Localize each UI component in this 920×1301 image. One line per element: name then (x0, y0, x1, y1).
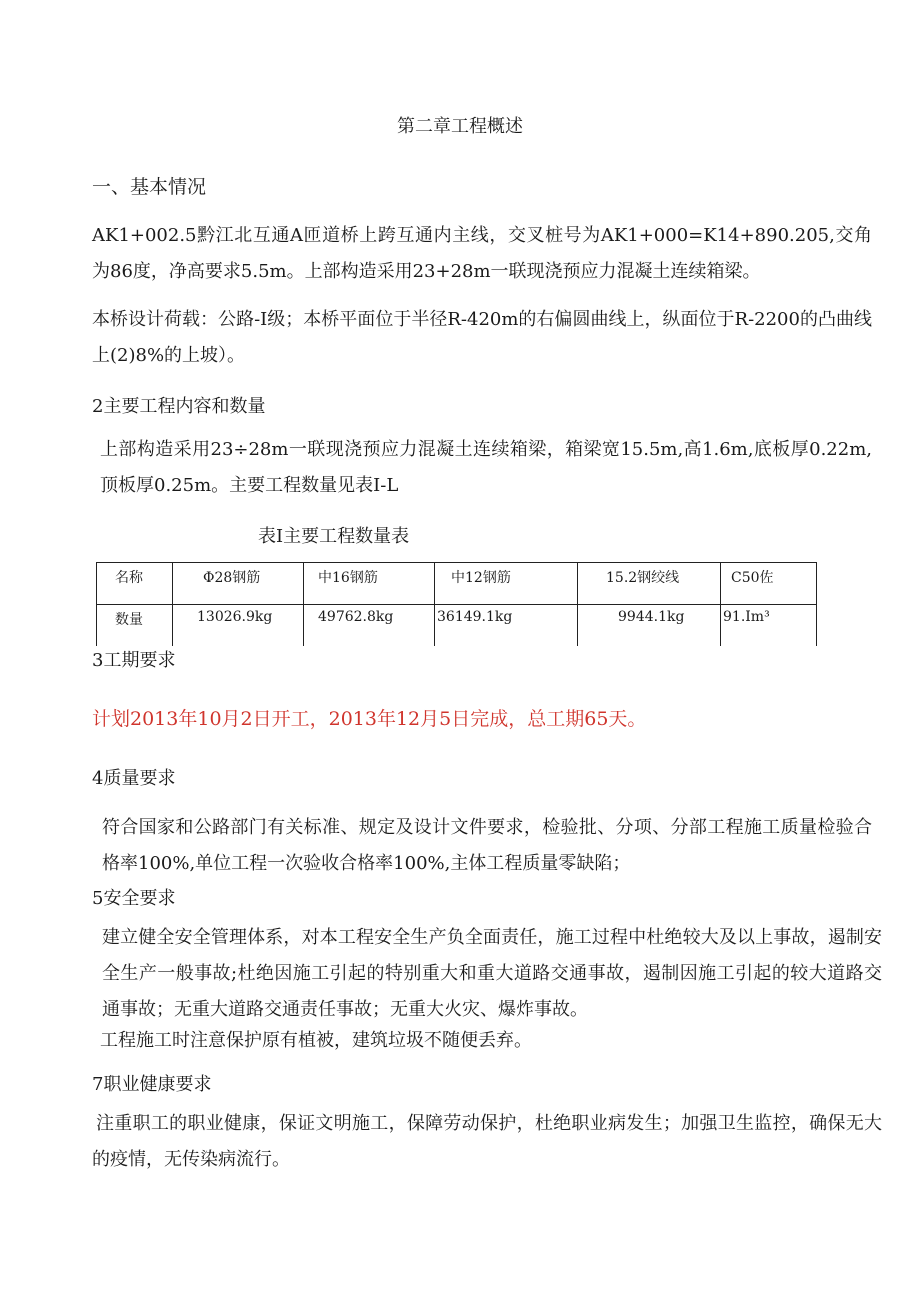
table-cell: 中12钢筋 (435, 563, 578, 605)
safety-paragraph-1: 建立健全安全管理体系，对本工程安全生产负全面责任，施工过程中杜绝较大及以上事故，遏制安全生产一般事故;杜绝因施工引起的特别重大和重大道路交通事故，遏制因施工引起的较大道路交通事故；无重大道路交通责任事故；无重大火灾、爆炸事故。 (102, 927, 882, 1020)
health-paragraph: 注重职工的职业健康，保证文明施工，保障劳动保护，杜绝职业病发生；加强卫生监控，确保无大的疫情，无传染病流行。 (92, 1113, 882, 1170)
table-cell: C50佐 (721, 563, 817, 605)
table-cell: 15.2钢绞线 (578, 563, 721, 605)
section-heading-basic-info: 一、基本情况 (92, 176, 207, 198)
chapter-title: 第二章工程概述 (397, 116, 523, 137)
quality-paragraph: 符合国家和公路部门有关标准、规定及设计文件要求，检验批、分项、分部工程施工质量检验合格率100%,单位工程一次验收合格率100%,主体工程质量零缺陷； (102, 817, 872, 874)
basic-info-paragraph-2-text: 本桥设计荷载：公路-I级；本桥平面位于半径R-420m的右偏圆曲线上，纵面位于R-2200的凸曲线上(2)8%的上坡）。 (92, 309, 872, 366)
table-cell: 13026.9kg (173, 605, 304, 647)
table-caption: 表I主要工程数量表 (258, 526, 410, 547)
quantity-table (96, 562, 817, 646)
table-header-row (97, 563, 817, 605)
section-heading-health: 7职业健康要求 (92, 1074, 212, 1095)
section-heading-quality: 4质量要求 (92, 768, 176, 789)
table-cell: 36149.1kg (435, 605, 578, 647)
schedule-paragraph: 计划2013年10月2日开工，2013年12月5日完成，总工期65天。 (92, 708, 647, 730)
table-cell: 数量 (97, 605, 173, 647)
basic-info-paragraph-1: AK1+002.5黔江北互通A匝道桥上跨互通内主线，交叉桩号为AK1+000=K14+890.205,交角为86度，净高要求5.5m。上部构造采用23+28m一联现浇预应力混凝土连续箱梁。 (92, 225, 872, 282)
table-cell: 9944.1kg (578, 605, 721, 647)
main-works-paragraph: 上部构造采用23÷28m一联现浇预应力混凝土连续箱梁，箱梁宽15.5m,高1.6m,底板厚0.22m,顶板厚0.25m。主要工程数量见表I-L (100, 439, 872, 496)
section-heading-schedule: 3工期要求 (92, 650, 176, 671)
table-cell: 91.Im³ (721, 605, 817, 647)
section-heading-main-works: 2主要工程内容和数量 (92, 396, 266, 417)
safety-paragraph-2: 工程施工时注意保护原有植被，建筑垃圾不随便丢弃。 (100, 1030, 532, 1051)
table-row (97, 605, 817, 647)
table-cell: 名称 (97, 563, 173, 605)
basic-info-paragraph-2 (92, 302, 872, 374)
section-heading-safety: 5安全要求 (92, 888, 176, 909)
table-cell: 49762.8kg (304, 605, 435, 647)
table-cell: Φ28钢筋 (173, 563, 304, 605)
table-cell: 中16钢筋 (304, 563, 435, 605)
